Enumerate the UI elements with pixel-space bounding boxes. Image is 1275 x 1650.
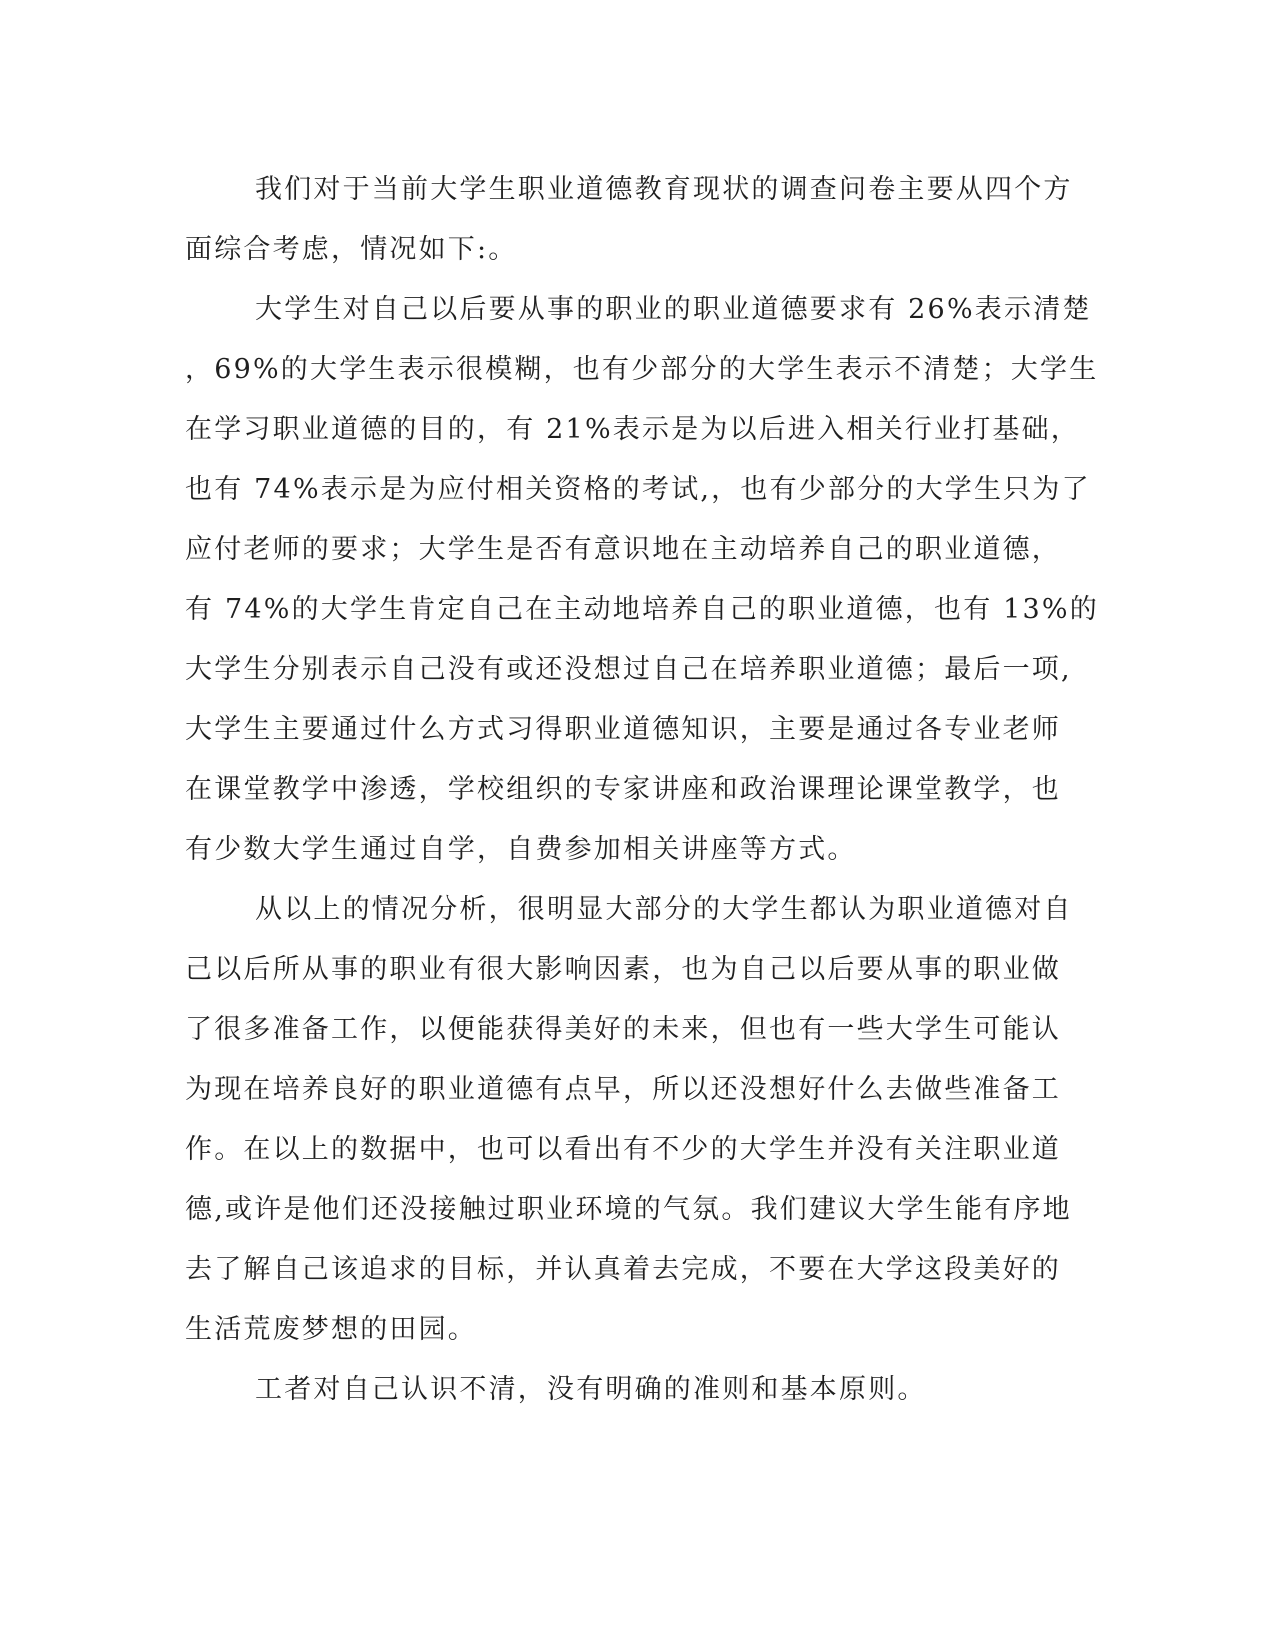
text-line: 我们对于当前大学生职业道德教育现状的调查问卷主要从四个方 xyxy=(255,174,1073,205)
paragraph-analysis xyxy=(185,880,1073,1360)
paragraph-closing xyxy=(185,1360,1065,1420)
text-line: 应付老师的要求；大学生是否有意识地在主动培养自己的职业道德， xyxy=(185,534,1061,565)
text-line: 有少数大学生通过自学，自费参加相关讲座等方式。 xyxy=(185,834,857,865)
text-line: 工者对自己认识不清，没有明确的准则和基本原则。 xyxy=(255,1374,927,1405)
text-line: 在课堂教学中渗透，学校组织的专家讲座和政治课理论课堂教学，也 xyxy=(185,774,1061,805)
text-line: 在学习职业道德的目的，有 21%表示是为以后进入相关行业打基础， xyxy=(185,414,1080,445)
text-line: 大学生对自己以后要从事的职业的职业道德要求有 26%表示清楚 xyxy=(255,294,1092,325)
paragraph-survey-intro xyxy=(185,160,1073,280)
text-line: 了很多准备工作，以便能获得美好的未来，但也有一些大学生可能认 xyxy=(185,1014,1061,1045)
text-line: 也有 74%表示是为应付相关资格的考试,，也有少部分的大学生只为了 xyxy=(185,474,1091,505)
text-line: 己以后所从事的职业有很大影响因素，也为自己以后要从事的职业做 xyxy=(185,954,1061,985)
text-line: 大学生主要通过什么方式习得职业道德知识，主要是通过各专业老师 xyxy=(185,714,1061,745)
text-line: 德,或许是他们还没接触过职业环境的气氛。我们建议大学生能有序地 xyxy=(185,1194,1072,1225)
text-line: 去了解自己该追求的目标，并认真着去完成，不要在大学这段美好的 xyxy=(185,1254,1061,1285)
text-line: ，69%的大学生表示很模糊，也有少部分的大学生表示不清楚；大学生 xyxy=(185,354,1099,385)
body-text xyxy=(185,160,1099,1420)
text-line: 生活荒废梦想的田园。 xyxy=(185,1314,477,1345)
text-line: 为现在培养良好的职业道德有点早，所以还没想好什么去做些准备工 xyxy=(185,1074,1061,1105)
text-line: 从以上的情况分析，很明显大部分的大学生都认为职业道德对自 xyxy=(255,894,1073,925)
text-line: 面综合考虑，情况如下:。 xyxy=(185,234,518,265)
paragraph-survey-results xyxy=(185,280,1099,880)
text-line: 有 74%的大学生肯定自己在主动地培养自己的职业道德，也有 13%的 xyxy=(185,594,1099,625)
text-line: 大学生分别表示自己没有或还没想过自己在培养职业道德；最后一项, xyxy=(185,654,1072,685)
text-line: 作。在以上的数据中，也可以看出有不少的大学生并没有关注职业道 xyxy=(185,1134,1061,1165)
